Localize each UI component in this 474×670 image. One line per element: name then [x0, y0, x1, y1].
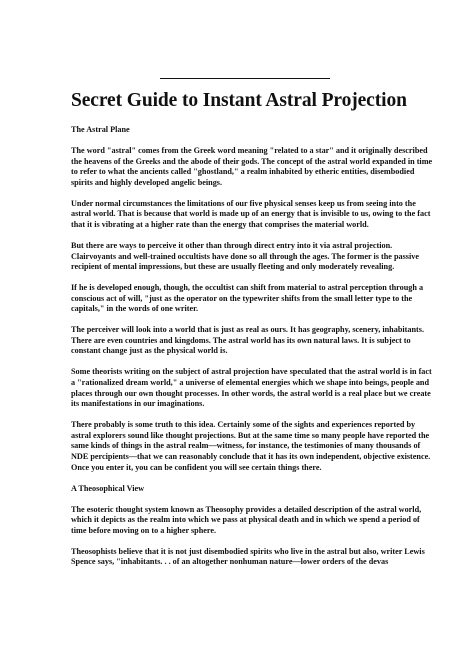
paragraph: The word "astral" comes from the Greek word meaning "related to a star" and it originally described the heavens of the Greeks and the abode of their gods. The concept of the astral world expanded in time to refer to what the ancients called "ghostland," a realm inhabited by etheric entities, disembodied spirits and highly developed angelic beings. — [71, 145, 433, 187]
paragraph: The perceiver will look into a world that is just as real as ours. It has geography, scenery, inhabitants. There are even countries and kingdoms. The astral world has its own natural laws. It is subject to constant change just as the physical world is. — [71, 325, 424, 356]
document-title: Secret Guide to Instant Astral Projection — [71, 90, 407, 111]
paragraph: If he is developed enough, though, the occultist can shift from material to astral perception through a conscious act of will, "just as the operator on the typewriter shifts from the small letter type to the capitals," in the words of one writer. — [71, 283, 424, 314]
section-heading-theosophical-view: A Theosophical View — [71, 483, 145, 493]
paragraph: Some theorists writing on the subject of astral projection have speculated that the astral world is in fact a "rationalized dream world," a universe of elemental energies which we shape into beings, people and places through our own thought processes. In other words, the astral world is a real place but we create its manifestations in our imaginations. — [71, 367, 432, 409]
top-divider — [160, 78, 330, 79]
section-heading-astral-plane: The Astral Plane — [71, 125, 130, 134]
paragraph: But there are ways to perceive it other than through direct entry into it via astral projection. Clairvoyants and well-trained occultists have done so all through the ages. The former is the passive recipient of mental impressions, but these are usually fleeting and only moderately revealing. — [71, 240, 419, 272]
paragraph: Theosophists believe that it is not just disembodied spirits who live in the astral but also, writer Lewis Spence says, "inhabitants. . . of an altogether nonhuman nature—lower orders of the devas — [71, 546, 425, 567]
document-body — [71, 125, 433, 578]
paragraph: Under normal circumstances the limitations of our five physical senses keep us from seeing into the astral world. That is because that world is made up of an energy that is invisible to us, owing to the fact that it is vibrating at a higher rate than the energy that comprises the material world. — [71, 198, 431, 229]
paragraph: There probably is some truth to this idea. Certainly some of the sights and experiences reported by astral explorers sound like thought projections. But at the same time so many people have reported the same kinds of things in the astral realm—witness, for instance, the testimonies of many thousands of NDE percipients—that we can reasonably conclude that it has its own independent, objective existence. Once you enter it, you can be confident you will see certain things there. — [71, 420, 431, 472]
paragraph: The esoteric thought system known as Theosophy provides a detailed description of the astral world, which it depicts as the realm into which we pass at physical death and in which we spend a period of time before moving on to a higher sphere. — [71, 504, 422, 535]
